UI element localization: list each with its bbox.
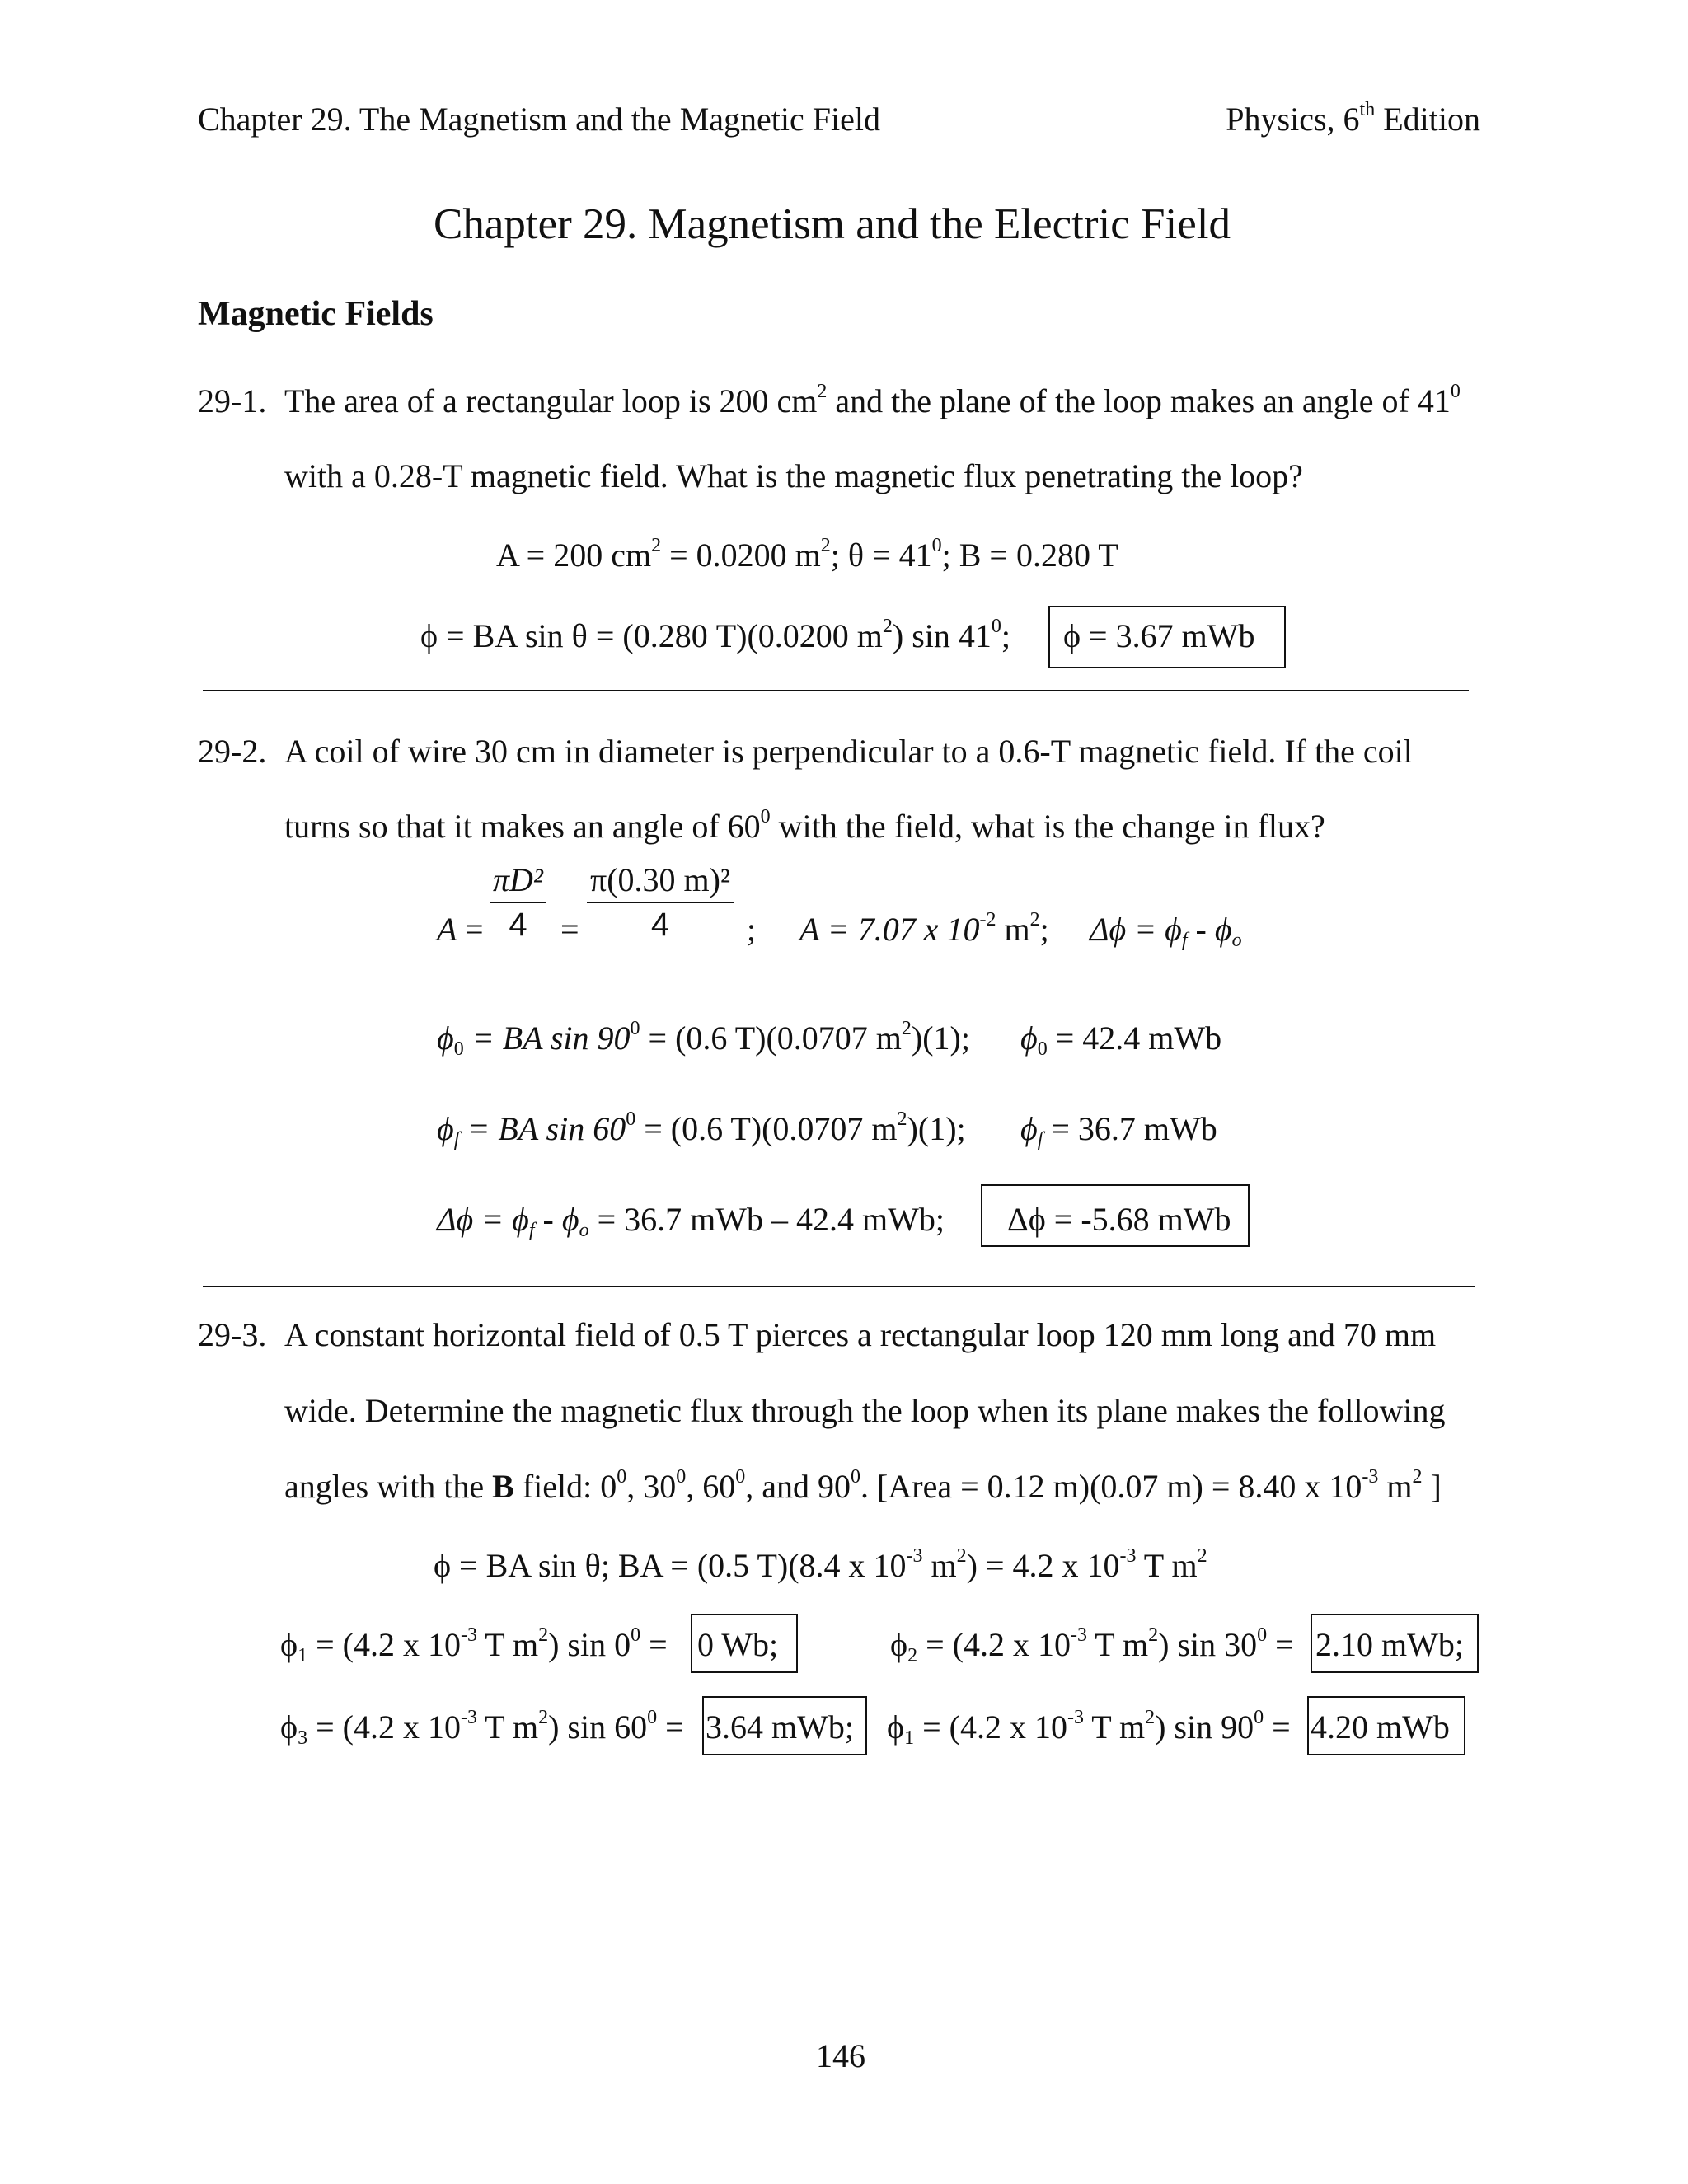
- phi0-equation: $\phi_0$ = BA $\sin 90^0 = (0.6$ T)(0.0707 $m^2)(1)$;: [437, 1018, 970, 1061]
- answer: Δϕ = -5.68 mWb: [1007, 1201, 1231, 1238]
- semicolon: ;: [747, 911, 757, 948]
- answer: 4.20 mWb: [1311, 1708, 1450, 1746]
- running-header-right: Physics, 6th Edition: [1226, 99, 1480, 138]
- problem-text: with a 0.28-T magnetic field. What is the magnetic flux penetrating the loop?: [284, 457, 1303, 494]
- problem-text: turns so that it makes an angle of $60^0$ with the field, what is the change in flux?: [284, 806, 1325, 845]
- answer: 2.10 mWb;: [1315, 1626, 1464, 1663]
- problem-text: A constant horizontal field of 0.5 T pierces a rectangular loop 120 mm long and 70 mm: [284, 1316, 1437, 1353]
- problem-text: A coil of wire 30 cm in diameter is perpendicular to a 0.6-T magnetic field. If the coil: [284, 733, 1413, 770]
- chapter-title: Chapter 29. Magnetism and the Electric Field: [434, 200, 1231, 248]
- fraction-pi-diameter-value: $\frac{\text{π(0.30 m)²}}{4}$: [587, 864, 734, 941]
- answer: ϕ = 3.67 mWb: [1063, 617, 1255, 654]
- phi4-equation: $\phi_1 = (4.2$ x $10^{-3}$ T $m^2$) $\sin 90^0$ =: [887, 1707, 1291, 1750]
- phi0-result: $\phi_0 = 42.4$ mWb: [1020, 1019, 1222, 1061]
- problem-text: wide. Determine the magnetic flux through the loop when its plane makes the following: [284, 1392, 1446, 1429]
- area-lhs: A: [437, 911, 457, 948]
- equation: ϕ = BA sin θ = (0.280 T)(0.0200 $m^2$) $\sin 41^0$;: [420, 616, 1011, 654]
- page-number: 146: [816, 2037, 865, 2074]
- phi3-equation: $\phi_3 = (4.2$ x $10^{-3}$ T $m^2$) $\sin 60^0$ =: [280, 1707, 684, 1750]
- divider: [203, 1286, 1475, 1287]
- area-result: A = 7.07 x $10^{-2}$ $m^2$;: [799, 909, 1049, 948]
- flux-setup: ϕ = BA sin θ; BA = (0.5 T)(8.4 x $10^{-3}$ $m^2) = 4.2$ x $10^{-3}$ T $m^2$: [434, 1545, 1207, 1584]
- problem-number: 29-1.: [198, 382, 267, 419]
- problem-number: 29-3.: [198, 1316, 267, 1353]
- answer: 3.64 mWb;: [706, 1708, 854, 1746]
- problem-text: angles with the B field: $0^0$, $30^0$, $60^0$, and $90^0$. [Area = 0.12 m)(0.07 m) = 8.40 x $10^{-3}$ $m^2$ ]: [284, 1466, 1442, 1505]
- phi2-equation: $\phi_2 = (4.2$ x $10^{-3}$ T $m^2$) $\sin 30^0$ =: [890, 1624, 1294, 1667]
- problem-text: The area of a rectangular loop is 200 $cm^2$ and the plane of the loop makes an angle of $41^0$: [284, 381, 1461, 419]
- phi1-equation: $\phi_1 = (4.2$ x $10^{-3}$ T $m^2$) $\sin 0^0$ =: [280, 1624, 668, 1667]
- delta-equation: $\Delta\phi = \phi_f - \phi_o = 36.7$ mWb – 42.4 mWb;: [437, 1201, 945, 1242]
- section-heading: Magnetic Fields: [198, 295, 434, 333]
- divider: [203, 690, 1469, 691]
- running-header-left: Chapter 29. The Magnetism and the Magnetic Field: [198, 101, 880, 138]
- equals-sign: =: [560, 911, 579, 948]
- delta-definition: $\Delta\phi = \phi_f - \phi_o$: [1090, 911, 1242, 952]
- phif-result: $\phi_f = 36.7$ mWb: [1020, 1110, 1217, 1151]
- answer: 0 Wb;: [697, 1626, 779, 1663]
- problem-number: 29-2.: [198, 733, 267, 770]
- given-values: A = 200 $cm^2 = 0.0200$ $m^2$; $\theta = 41^0$; B = 0.280 T: [496, 535, 1118, 574]
- fraction-pi-d-squared: $\frac{\text{πD²}}{4}$: [490, 864, 546, 941]
- equals-sign: =: [465, 911, 484, 948]
- phif-equation: $\phi_f$ = BA $\sin 60^0 = (0.6$ T)(0.0707 $m^2)(1)$;: [437, 1108, 966, 1151]
